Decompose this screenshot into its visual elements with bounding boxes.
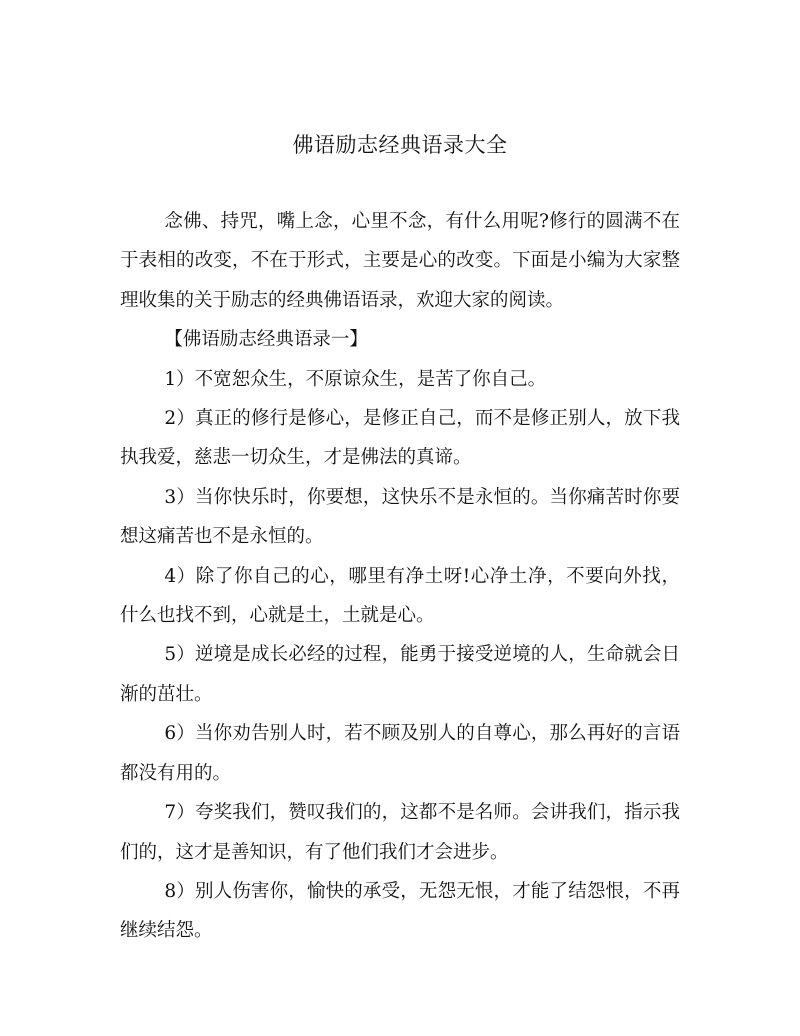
quote-item: 1）不宽恕众生，不原谅众生，是苦了你自己。 xyxy=(164,368,547,390)
quote-item: 3）当你快乐时，你要想，这快乐不是永恒的。当你痛苦时你要想这痛苦也不是永恒的。 xyxy=(120,486,680,548)
quote-item: 6）当你劝告别人时，若不顾及别人的自尊心，那么再好的言语都没有用的。 xyxy=(120,723,680,784)
quote-item: 8）别人伤害你，愉快的承受，无怨无恨，才能了结怨恨，不再继续结怨。 xyxy=(120,880,680,942)
document-title: 佛语励志经典语录大全 xyxy=(292,133,508,157)
quote-item: 5）逆境是成长必经的过程，能勇于接受逆境的人，生命就会日渐的茁壮。 xyxy=(120,644,680,705)
intro-paragraph: 念佛、持咒，嘴上念，心里不念，有什么用呢?修行的圆满不在于表相的改变，不在于形式，主要是心的改变。下面是小编为大家整理收集的关于励志的经典佛语语录，欢迎大家的阅读。 xyxy=(120,211,680,311)
document-body xyxy=(120,202,680,951)
quote-item: 2）真正的修行是修心，是修正自己，而不是修正别人，放下我执我爱，慈悲一切众生，才是佛法的真谛。 xyxy=(120,408,680,469)
section-heading: 【佛语励志经典语录一】 xyxy=(164,329,368,351)
quote-item: 7）夸奖我们，赞叹我们的，这都不是名师。会讲我们，指示我们的，这才是善知识，有了他们我们才会进步。 xyxy=(120,802,680,863)
quote-item: 4）除了你自己的心，哪里有净土呀!心净土净，不要向外找，什么也找不到，心就是土，土就是心。 xyxy=(120,565,680,627)
